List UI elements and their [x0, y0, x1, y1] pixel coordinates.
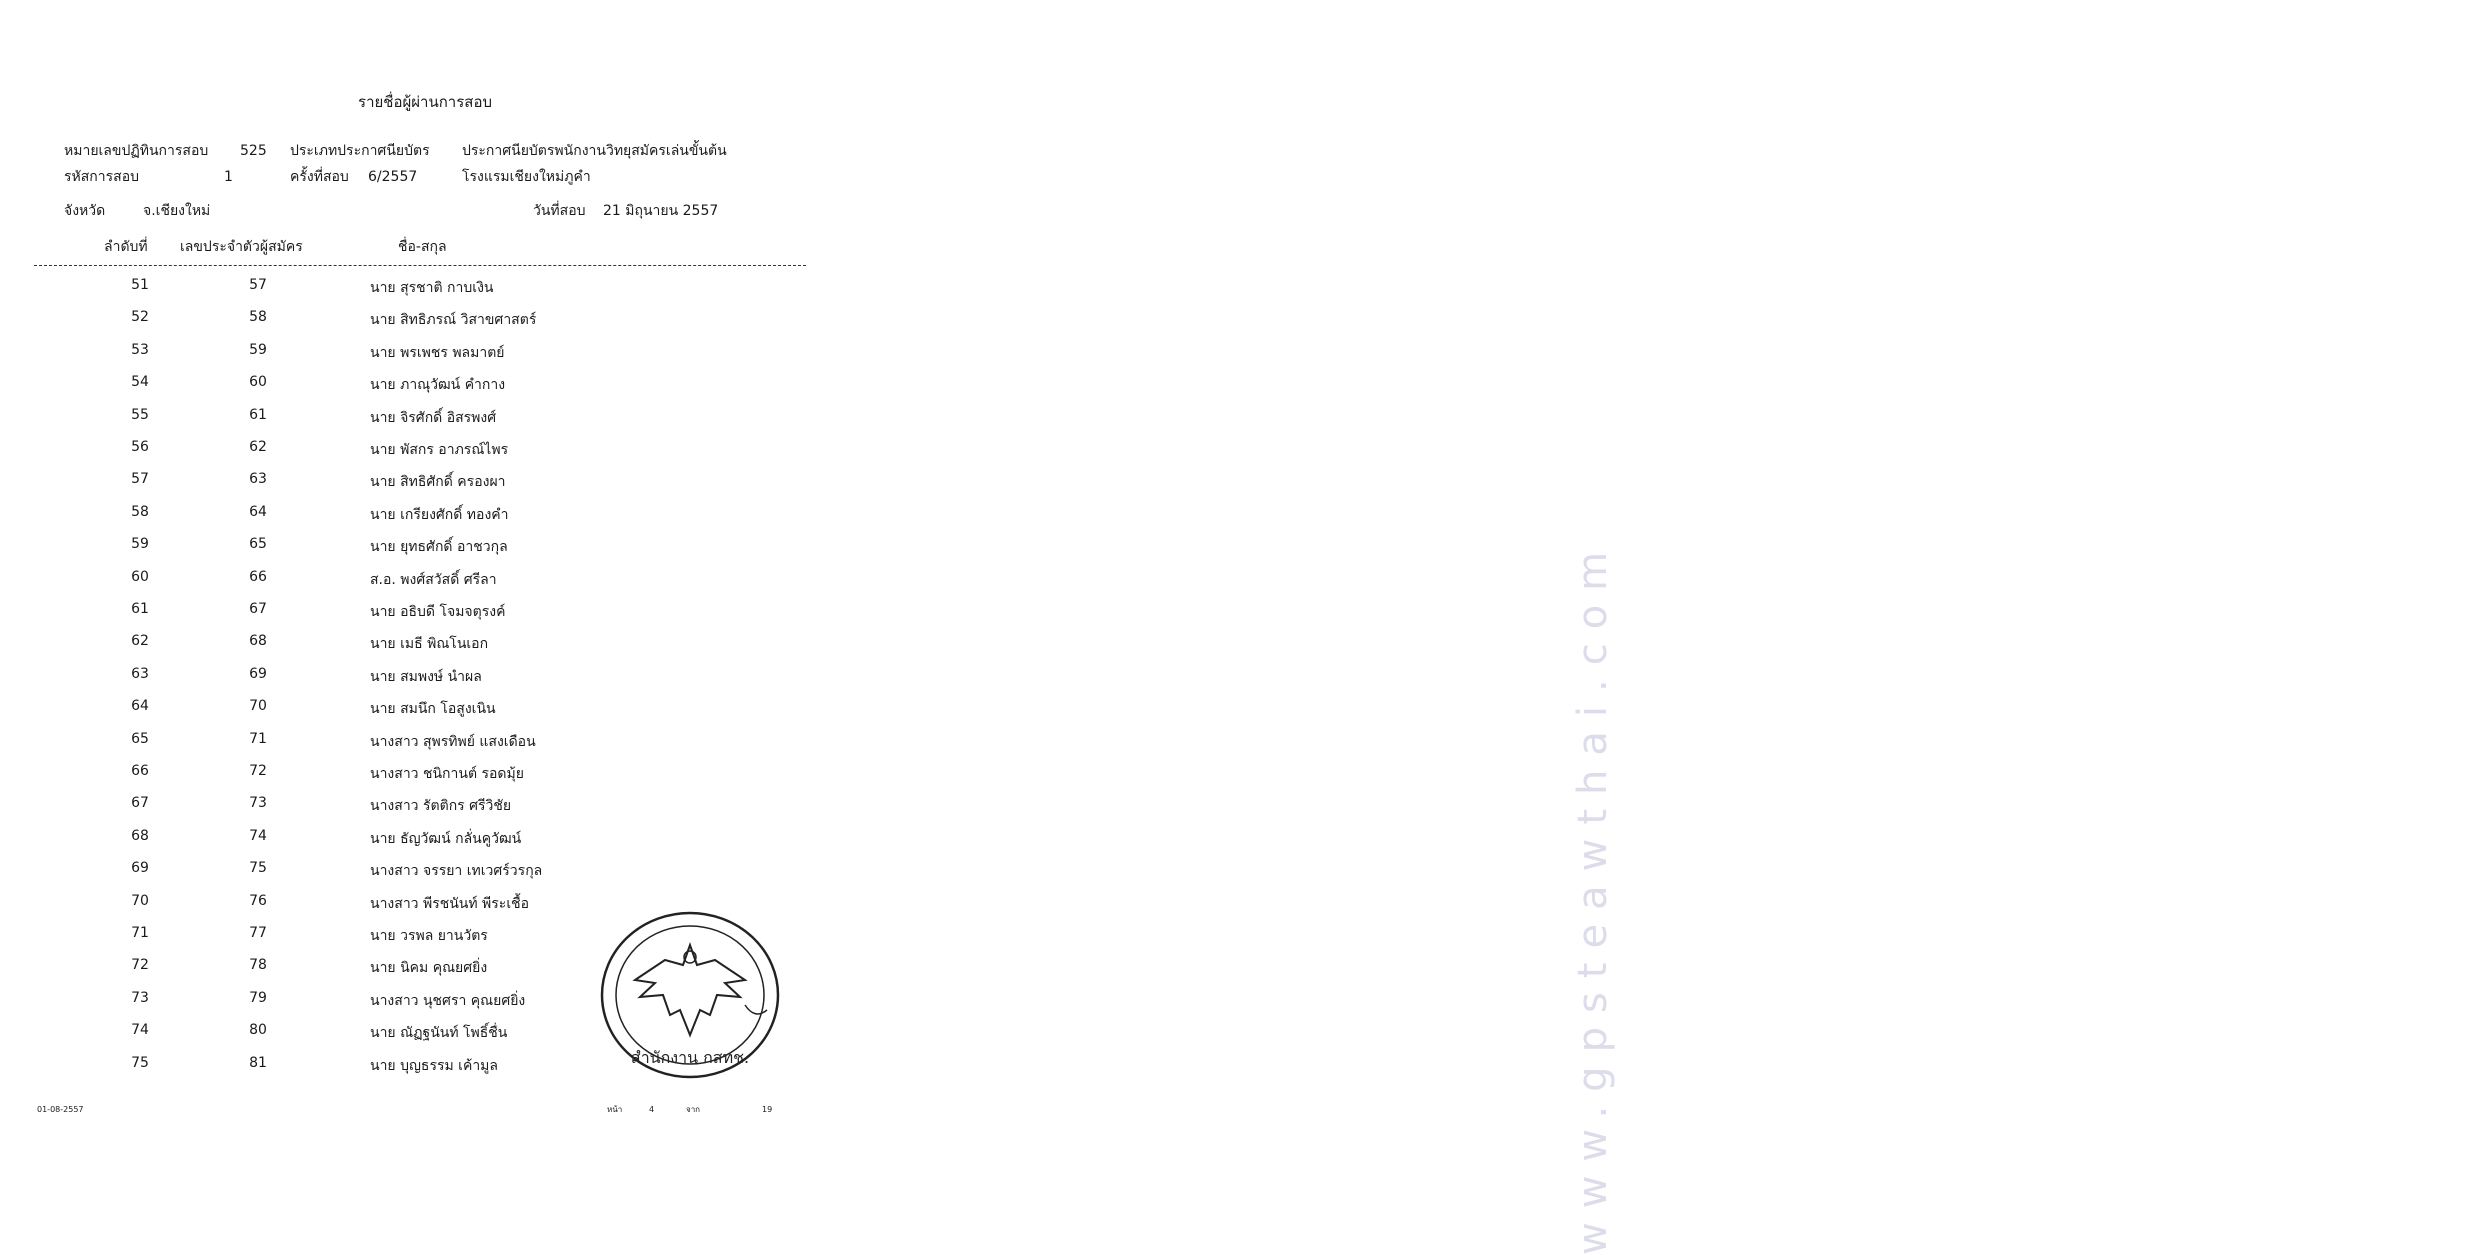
header-divider: [34, 265, 806, 266]
table-row: [0, 504, 850, 524]
row-seq: 60: [131, 568, 149, 585]
row-seq: 56: [131, 439, 149, 455]
row-name: นาย เมธี พิณโนเอก: [370, 636, 489, 653]
table-row: [0, 569, 850, 589]
venue-value: โรงแรมเชียงใหม่ภูคำ: [462, 169, 591, 185]
garuda-seal-icon: [595, 905, 785, 1080]
exam-code-label: รหัสการสอบ: [64, 169, 139, 185]
row-candidate-no: 66: [249, 568, 267, 585]
row-seq: 70: [131, 892, 149, 909]
footer-page-label: หน้า: [607, 1105, 623, 1114]
column-header-name: ชื่อ-สกุล: [398, 239, 447, 255]
row-name: นางสาว นุชศรา คุณยศยิ่ง: [370, 992, 526, 1009]
license-no-label: หมายเลขปฏิทินการสอบ: [64, 143, 209, 159]
row-candidate-no: 69: [249, 665, 267, 682]
row-seq: 75: [131, 1054, 149, 1071]
row-candidate-no: 60: [249, 374, 267, 391]
document-title: รายชื่อผู้ผ่านการสอบ: [358, 93, 492, 111]
exam-round-label: ครั้งที่สอบ: [290, 169, 349, 185]
row-candidate-no: 64: [249, 503, 267, 520]
row-candidate-no: 58: [249, 309, 267, 326]
row-name: นาย จิรศักดิ์ อิสรพงศ์: [370, 409, 497, 426]
row-seq: 53: [131, 341, 149, 358]
row-seq: 62: [131, 633, 149, 650]
row-name: นาย สมพงษ์ นำผล: [370, 668, 482, 685]
exam-date-label: วันที่สอบ: [533, 203, 586, 219]
table-row: [0, 536, 850, 556]
row-seq: 61: [131, 601, 149, 617]
table-row: [0, 407, 850, 427]
row-candidate-no: 71: [249, 730, 267, 747]
row-seq: 65: [131, 730, 149, 747]
row-name: นาย สิทธิภรณ์ วิสาขศาสตร์: [370, 312, 537, 329]
row-candidate-no: 57: [249, 277, 267, 293]
row-seq: 68: [131, 827, 149, 844]
row-seq: 67: [131, 795, 149, 812]
row-name: นาย สุรชาติ กาบเงิน: [370, 280, 494, 296]
row-candidate-no: 65: [249, 536, 267, 553]
footer-doc-date: 01-08-2557: [37, 1105, 84, 1114]
row-name: นาย นิคม คุณยศยิ่ง: [370, 960, 488, 977]
row-name: นาย พัสกร อาภรณ์ไพร: [370, 442, 509, 458]
row-name: นางสาว สุพรทิพย์ แสงเดือน: [370, 733, 536, 750]
license-type-label: ประเภทประกาศนียบัตร: [290, 143, 430, 159]
row-candidate-no: 75: [249, 860, 267, 877]
row-seq: 71: [131, 925, 149, 941]
row-name: ส.อ. พงศ์สวัสดิ์ ศรีลา: [370, 571, 497, 588]
row-candidate-no: 74: [249, 827, 267, 844]
table-row: [0, 731, 850, 751]
row-name: นางสาว พีรชนันท์ พีระเชื้อ: [370, 895, 530, 912]
table-row: [0, 633, 850, 653]
row-seq: 59: [131, 536, 149, 553]
row-candidate-no: 61: [249, 406, 267, 423]
row-candidate-no: 63: [249, 471, 267, 488]
row-candidate-no: 62: [249, 439, 267, 455]
column-header-seq: ลำดับที่: [104, 239, 148, 255]
row-candidate-no: 67: [249, 601, 267, 617]
row-seq: 66: [131, 763, 149, 779]
row-name: นางสาว รัตติกร ศรีวิชัย: [370, 798, 512, 815]
table-row: [0, 666, 850, 686]
exam-date-value: 21 มิถุนายน 2557: [603, 203, 719, 219]
row-name: นาย สิทธิศักดิ์ ครองผา: [370, 474, 506, 491]
row-name: นาย อธิบดี โจมจตุรงค์: [370, 604, 506, 620]
row-name: นาย พรเพชร พลมาตย์: [370, 344, 505, 361]
row-seq: 51: [131, 277, 149, 293]
province-label: จังหวัด: [64, 203, 106, 219]
row-seq: 73: [131, 989, 149, 1006]
table-row: [0, 860, 850, 880]
row-name: นาย ณัฏฐนันท์ โพธิ์ชื่น: [370, 1025, 508, 1042]
row-seq: 54: [131, 374, 149, 391]
row-candidate-no: 80: [249, 1022, 267, 1039]
table-row: [0, 374, 850, 394]
exam-round-value: 6/2557: [368, 169, 418, 185]
row-candidate-no: 78: [249, 957, 267, 974]
row-seq: 57: [131, 471, 149, 488]
column-header-candidate-no: เลขประจำตัวผู้สมัคร: [180, 239, 303, 255]
row-candidate-no: 79: [249, 989, 267, 1006]
table-row: [0, 763, 850, 783]
province-value: จ.เชียงใหม่: [143, 203, 211, 219]
row-candidate-no: 76: [249, 892, 267, 909]
row-name: นาย ภาณุวัฒน์ คำกาง: [370, 377, 506, 394]
table-row: [0, 309, 850, 329]
row-name: นาย สมนึก โอสูงเนิน: [370, 701, 496, 718]
row-seq: 52: [131, 309, 149, 326]
row-name: นาย ธัญวัฒน์ กลั่นคูวัฒน์: [370, 830, 522, 847]
table-row: [0, 342, 850, 362]
row-seq: 64: [131, 698, 149, 715]
license-no-value: 525: [240, 143, 267, 159]
footer-of-label: จาก: [686, 1105, 701, 1114]
row-seq: 58: [131, 503, 149, 520]
table-row: [0, 601, 850, 621]
row-seq: 69: [131, 860, 149, 877]
row-seq: 72: [131, 957, 149, 974]
table-row: [0, 698, 850, 718]
watermark-text: www.gpsteawthai.com: [1570, 537, 1616, 1255]
row-seq: 74: [131, 1022, 149, 1039]
footer-page-no: 4: [649, 1105, 655, 1114]
row-candidate-no: 68: [249, 633, 267, 650]
row-candidate-no: 81: [249, 1054, 267, 1071]
row-candidate-no: 73: [249, 795, 267, 812]
table-row: [0, 471, 850, 491]
row-name: นาย บุญธรรม เค้ามูล: [370, 1057, 498, 1074]
row-name: นางสาว ชนิกานต์ รอดมุ้ย: [370, 766, 524, 782]
row-seq: 55: [131, 406, 149, 423]
table-row: [0, 439, 850, 459]
row-name: นาย เกรียงศักดิ์ ทองคำ: [370, 506, 509, 523]
row-name: นาย วรพล ยานวัตร: [370, 928, 488, 944]
exam-code-value: 1: [224, 169, 233, 185]
row-name: นาย ยุทธศักดิ์ อาชวกุล: [370, 539, 508, 556]
row-candidate-no: 72: [249, 763, 267, 779]
seal-text: สำนักงาน กสทช.: [630, 1048, 750, 1067]
table-row: [0, 277, 850, 297]
row-seq: 63: [131, 665, 149, 682]
license-type-value: ประกาศนียบัตรพนักงานวิทยุสมัครเล่นขั้นต้น: [462, 143, 727, 159]
table-row: [0, 795, 850, 815]
row-candidate-no: 77: [249, 925, 267, 941]
row-candidate-no: 59: [249, 341, 267, 358]
footer-page-total: 19: [762, 1105, 773, 1114]
row-candidate-no: 70: [249, 698, 267, 715]
row-name: นางสาว จรรยา เทเวศร์วรกุล: [370, 863, 543, 880]
table-row: [0, 828, 850, 848]
